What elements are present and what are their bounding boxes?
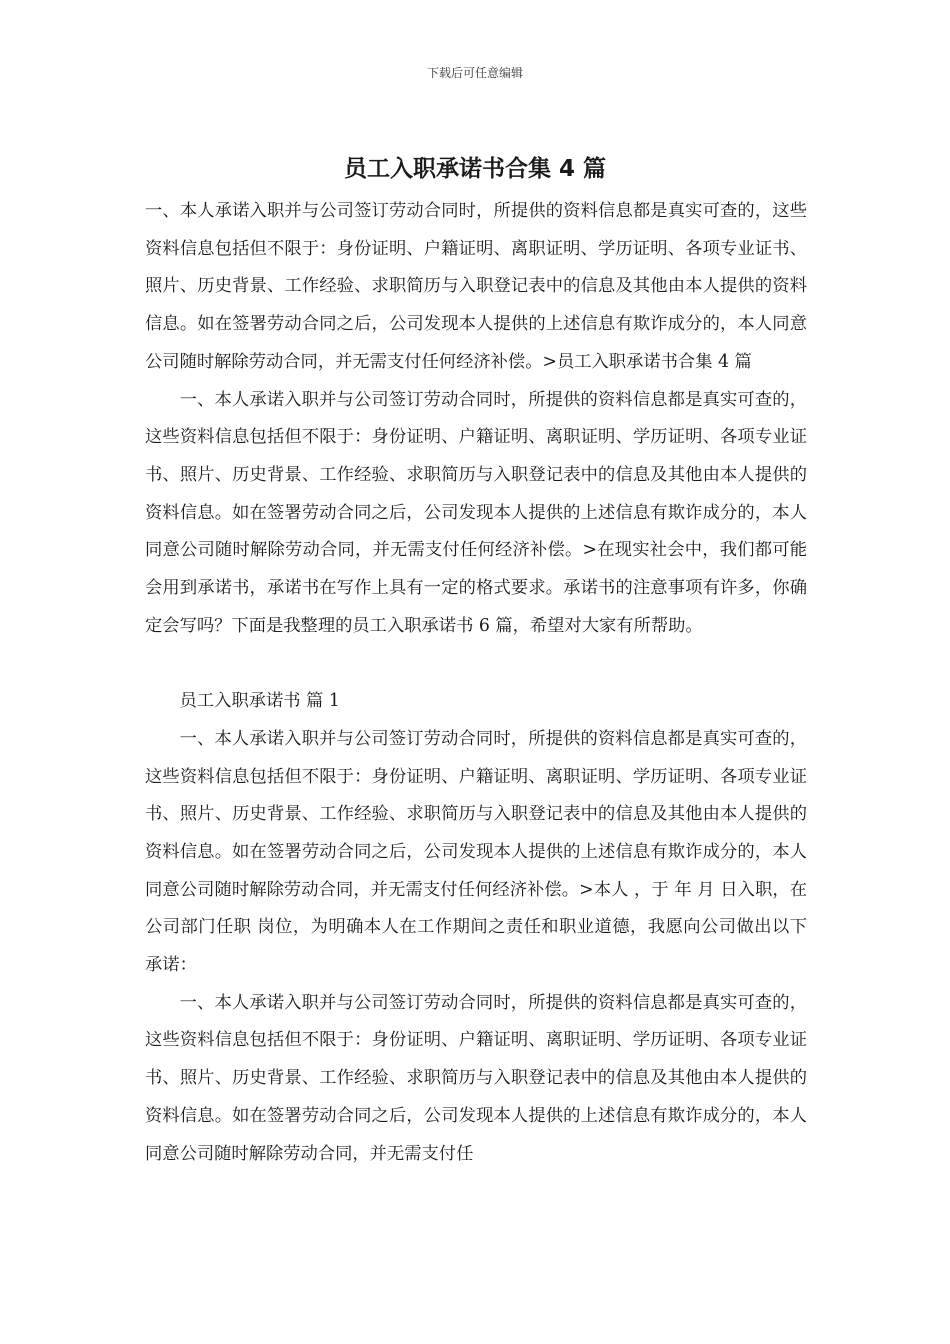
paragraph-1: 一、本人承诺入职并与公司签订劳动合同时，所提供的资料信息都是真实可查的，这些资料信息包括但不限于：身份证明、户籍证明、离职证明、学历证明、各项专业证书、照片、历史背景、工作经验、求职简历与入职登记表中的信息及其他由本人提供的资料信息。如在签署劳动合同之后，公司发现本人提供的上述信息有欺诈成分的，本人同意公司随时解除劳动合同，并无需支付任何经济补偿。>员工入职承诺书合集 4 篇 [145, 201, 807, 372]
section-heading: 员工入职承诺书 篇 1 [179, 691, 340, 712]
paragraph-3: 一、本人承诺入职并与公司签订劳动合同时，所提供的资料信息都是真实可查的，这些资料信息包括但不限于：身份证明、户籍证明、离职证明、学历证明、各项专业证书、照片、历史背景、工作经验、求职简历与入职登记表中的信息及其他由本人提供的资料信息。如在签署劳动合同之后，公司发现本人提供的上述信息有欺诈成分的，本人同意公司随时解除劳动合同，并无需支付任何经济补偿。>本人 ，于 年 月 日入职，在 公司部门任职 岗位，为明确本人在工作期间之责任和职业道德，我愿向公司做出以下承诺： [145, 728, 807, 976]
document-body [145, 193, 807, 1173]
paragraph-4: 一、本人承诺入职并与公司签订劳动合同时，所提供的资料信息都是真实可查的，这些资料信息包括但不限于：身份证明、户籍证明、离职证明、学历证明、各项专业证书、照片、历史背景、工作经验、求职简历与入职登记表中的信息及其他由本人提供的资料信息。如在签署劳动合同之后，公司发现本人提供的上述信息有欺诈成分的，本人同意公司随时解除劳动合同，并无需支付任 [145, 992, 807, 1164]
document-title: 员工入职承诺书合集 4 篇 [343, 156, 607, 182]
paragraph-2: 一、本人承诺入职并与公司签订劳动合同时，所提供的资料信息都是真实可查的，这些资料信息包括但不限于：身份证明、户籍证明、离职证明、学历证明、各项专业证书、照片、历史背景、工作经验、求职简历与入职登记表中的信息及其他由本人提供的资料信息。如在签署劳动合同之后，公司发现本人提供的上述信息有欺诈成分的，本人同意公司随时解除劳动合同，并无需支付任何经济补偿。>在现实社会中，我们都可能会用到承诺书，承诺书在写作上具有一定的格式要求。承诺书的注意事项有许多，你确定会写吗？下面是我整理的员工入职承诺书 6 篇，希望对大家有所帮助。 [145, 389, 807, 636]
header-note: 下载后可任意编辑 [426, 66, 523, 80]
blank-line [145, 645, 807, 683]
